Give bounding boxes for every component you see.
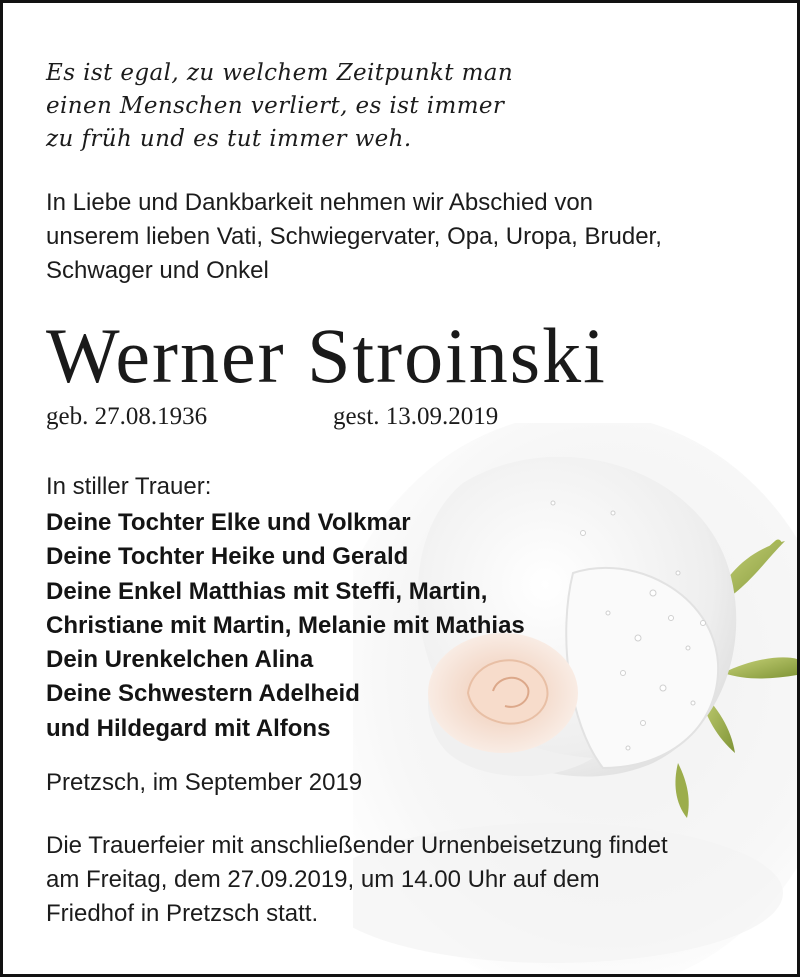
funeral-service-info	[46, 829, 668, 931]
service-line: Die Trauerfeier mit anschließender Urnenbeisetzung findet	[46, 832, 668, 859]
quote-line: einen Menschen verliert, es ist immer	[46, 93, 505, 119]
mourning-label: In stiller Trauer:	[46, 473, 212, 500]
mourner-line: Deine Tochter Elke und Volkmar	[46, 509, 411, 536]
mourner-line: und Hildegard mit Alfons	[46, 714, 331, 742]
farewell-intro	[46, 186, 662, 288]
life-dates	[46, 401, 499, 433]
memorial-quote	[46, 57, 513, 156]
mourner-line: Deine Schwestern Adelheid	[46, 680, 360, 708]
intro-line: unserem lieben Vati, Schwiegervater, Opa, Uropa, Bruder,	[46, 223, 662, 250]
quote-line: zu früh und es tut immer weh.	[46, 126, 412, 152]
death-date: gest. 13.09.2019	[333, 403, 499, 430]
deceased-name: Werner Stroinski	[46, 312, 607, 399]
quote-line: Es ist egal, zu welchem Zeitpunkt man	[46, 60, 514, 86]
mourners-list	[46, 506, 525, 746]
place-and-date: Pretzsch, im September 2019	[46, 769, 363, 796]
mourner-line: Deine Enkel Matthias mit Steffi, Martin,	[46, 577, 488, 605]
intro-line: In Liebe und Dankbarkeit nehmen wir Abschied von	[46, 189, 594, 216]
intro-line: Schwager und Onkel	[46, 257, 269, 284]
mourner-line: Dein Urenkelchen Alina	[46, 646, 314, 674]
mourner-line: Christiane mit Martin, Melanie mit Mathias	[46, 611, 525, 639]
birth-date: geb. 27.08.1936	[46, 403, 208, 430]
mourner-line: Deine Tochter Heike und Gerald	[46, 543, 409, 571]
service-line: am Freitag, dem 27.09.2019, um 14.00 Uhr auf dem	[46, 866, 600, 893]
service-line: Friedhof in Pretzsch statt.	[46, 900, 319, 927]
